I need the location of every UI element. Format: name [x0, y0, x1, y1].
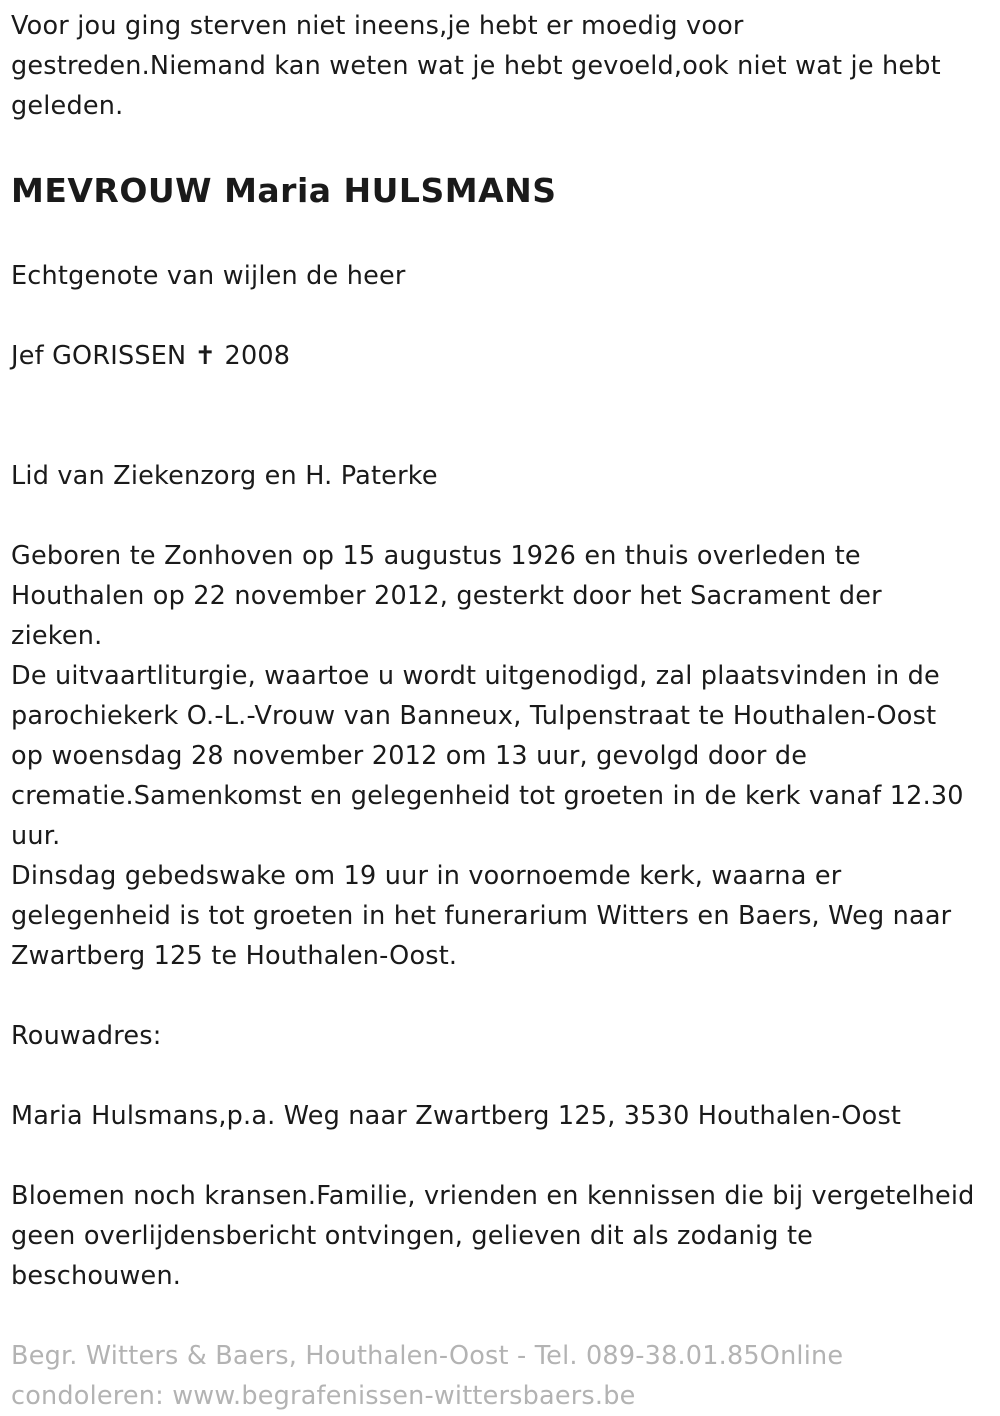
address-label: Rouwadres: — [11, 1021, 162, 1051]
mourning-address: Maria Hulsmans,p.a. Weg naar Zwartberg 125, 3530 Houthalen-Oost — [11, 1101, 902, 1131]
spouse-line: Echtgenote van wijlen de heer — [11, 261, 406, 291]
spouse-info — [11, 216, 996, 416]
spouse-name: Jef GORISSEN — [11, 341, 187, 371]
membership-text: Lid van Ziekenzorg en H. Paterke — [11, 461, 438, 491]
deceased-name: MEVROUW Maria HULSMANS — [11, 171, 557, 210]
cross-icon: ✝ — [194, 341, 217, 371]
spouse-name-line — [11, 336, 996, 376]
motto-text: Voor jou ging sterven niet ineens,je hebt er moedig voor gestreden.Niemand kan weten wat je hebt gevoeld,ook niet wat je hebt geleden. — [11, 11, 941, 121]
funeral-details: Geboren te Zonhoven op 15 augustus 1926 en thuis overleden te Houthalen op 22 november 2012, gesterkt door het Sacrament der zieken. De uitvaartliturgie, waartoe u wordt uitgenodigd, zal plaatsvinden in de parochiekerk O.-L.-Vrouw van Banneux, Tulpenstraat te Houthalen-Oost op woensdag 28 november 2012 om 13 uur, gevolgd door de crematie.Samenkomst en gelegenheid tot groeten in de kerk vanaf 12.30 uur. Dinsdag gebedswake om 19 uur in voornoemde kerk, waarna er gelegenheid is tot groeten in het funerarium Witters en Baers, Weg naar Zwartberg 125 te Houthalen-Oost. — [11, 541, 964, 971]
funeral-home-footer: Begr. Witters & Baers, Houthalen-Oost - Tel. 089-38.01.85Online condoleren: www.begrafenissen-wittersbaers.be — [11, 1341, 844, 1411]
flowers-note: Bloemen noch kransen.Familie, vrienden en kennissen die bij vergetelheid geen overlijdensbericht ontvingen, gelieven dit als zodanig te beschouwen. — [11, 1181, 975, 1291]
spouse-year: 2008 — [224, 341, 291, 371]
obituary-notice — [11, 0, 996, 1416]
